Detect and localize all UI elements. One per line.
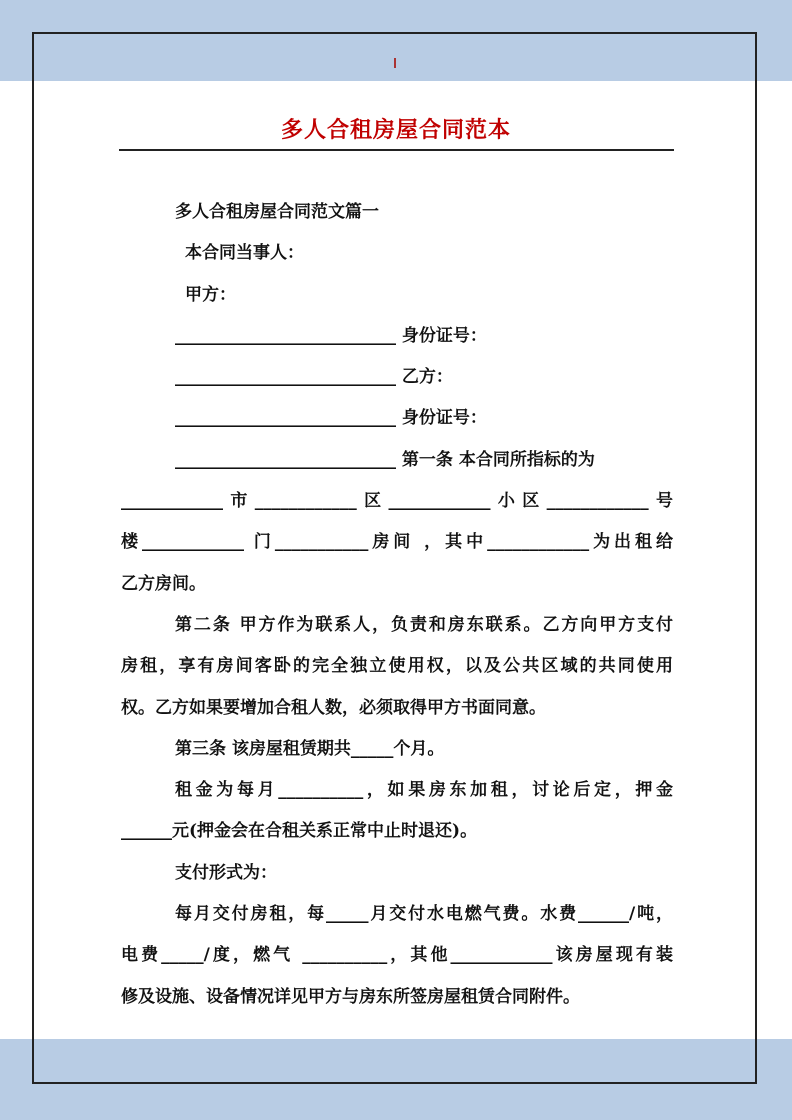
- party-b-label-line: __________________________ 乙方：: [175, 367, 453, 388]
- article-1-line-2: ____________市____________区____________小区____________号: [121, 491, 673, 512]
- payment-method-label: 支付形式为：: [175, 862, 277, 883]
- payment-line-1: 每月交付房租，每_____月交付水电燃气费。水费______/吨，: [175, 904, 673, 925]
- rent-line-2: ______元(押金会在合租关系正常中止时退还)。: [121, 821, 478, 842]
- rent-line-1: 租金为每月__________，如果房东加租，讨论后定，押金: [175, 780, 673, 801]
- article-1-line-3: 楼____________ 门___________房间 ，其中____________为出租给: [121, 532, 673, 553]
- article-1-line-4: 乙方房间。: [121, 573, 206, 594]
- article-2-line-3: 权。乙方如果要增加合租人数，必须取得甲方书面同意。: [121, 697, 546, 718]
- parties-intro: 本合同当事人：: [185, 243, 304, 264]
- article-2-line-2: 房租，享有房间客卧的完全独立使用权，以及公共区域的共同使用: [121, 656, 673, 677]
- article-1-line-1: __________________________ 第一条 本合同所指标的为: [175, 449, 595, 470]
- document-body: [121, 192, 673, 1018]
- section-heading: 多人合租房屋合同范文篇一: [175, 202, 379, 222]
- party-b-id-line: __________________________ 身份证号：: [175, 408, 487, 429]
- header-mark: [394, 58, 396, 68]
- payment-line-3: 修及设施、设备情况详见甲方与房东所签房屋租赁合同附件。: [121, 986, 580, 1007]
- article-2-line-1: 第二条 甲方作为联系人，负责和房东联系。乙方向甲方支付: [175, 614, 673, 635]
- payment-line-2: 电费_____/度，燃气 __________，其他____________该房屋现有装: [121, 945, 673, 966]
- party-a-label: 甲方：: [185, 284, 236, 305]
- title-underline: [119, 149, 674, 151]
- party-a-id-line: __________________________ 身份证号：: [175, 325, 487, 346]
- document-title: 多人合租房屋合同范本: [280, 117, 511, 143]
- article-3-term: 第三条 该房屋租赁期共_____个月。: [175, 738, 445, 759]
